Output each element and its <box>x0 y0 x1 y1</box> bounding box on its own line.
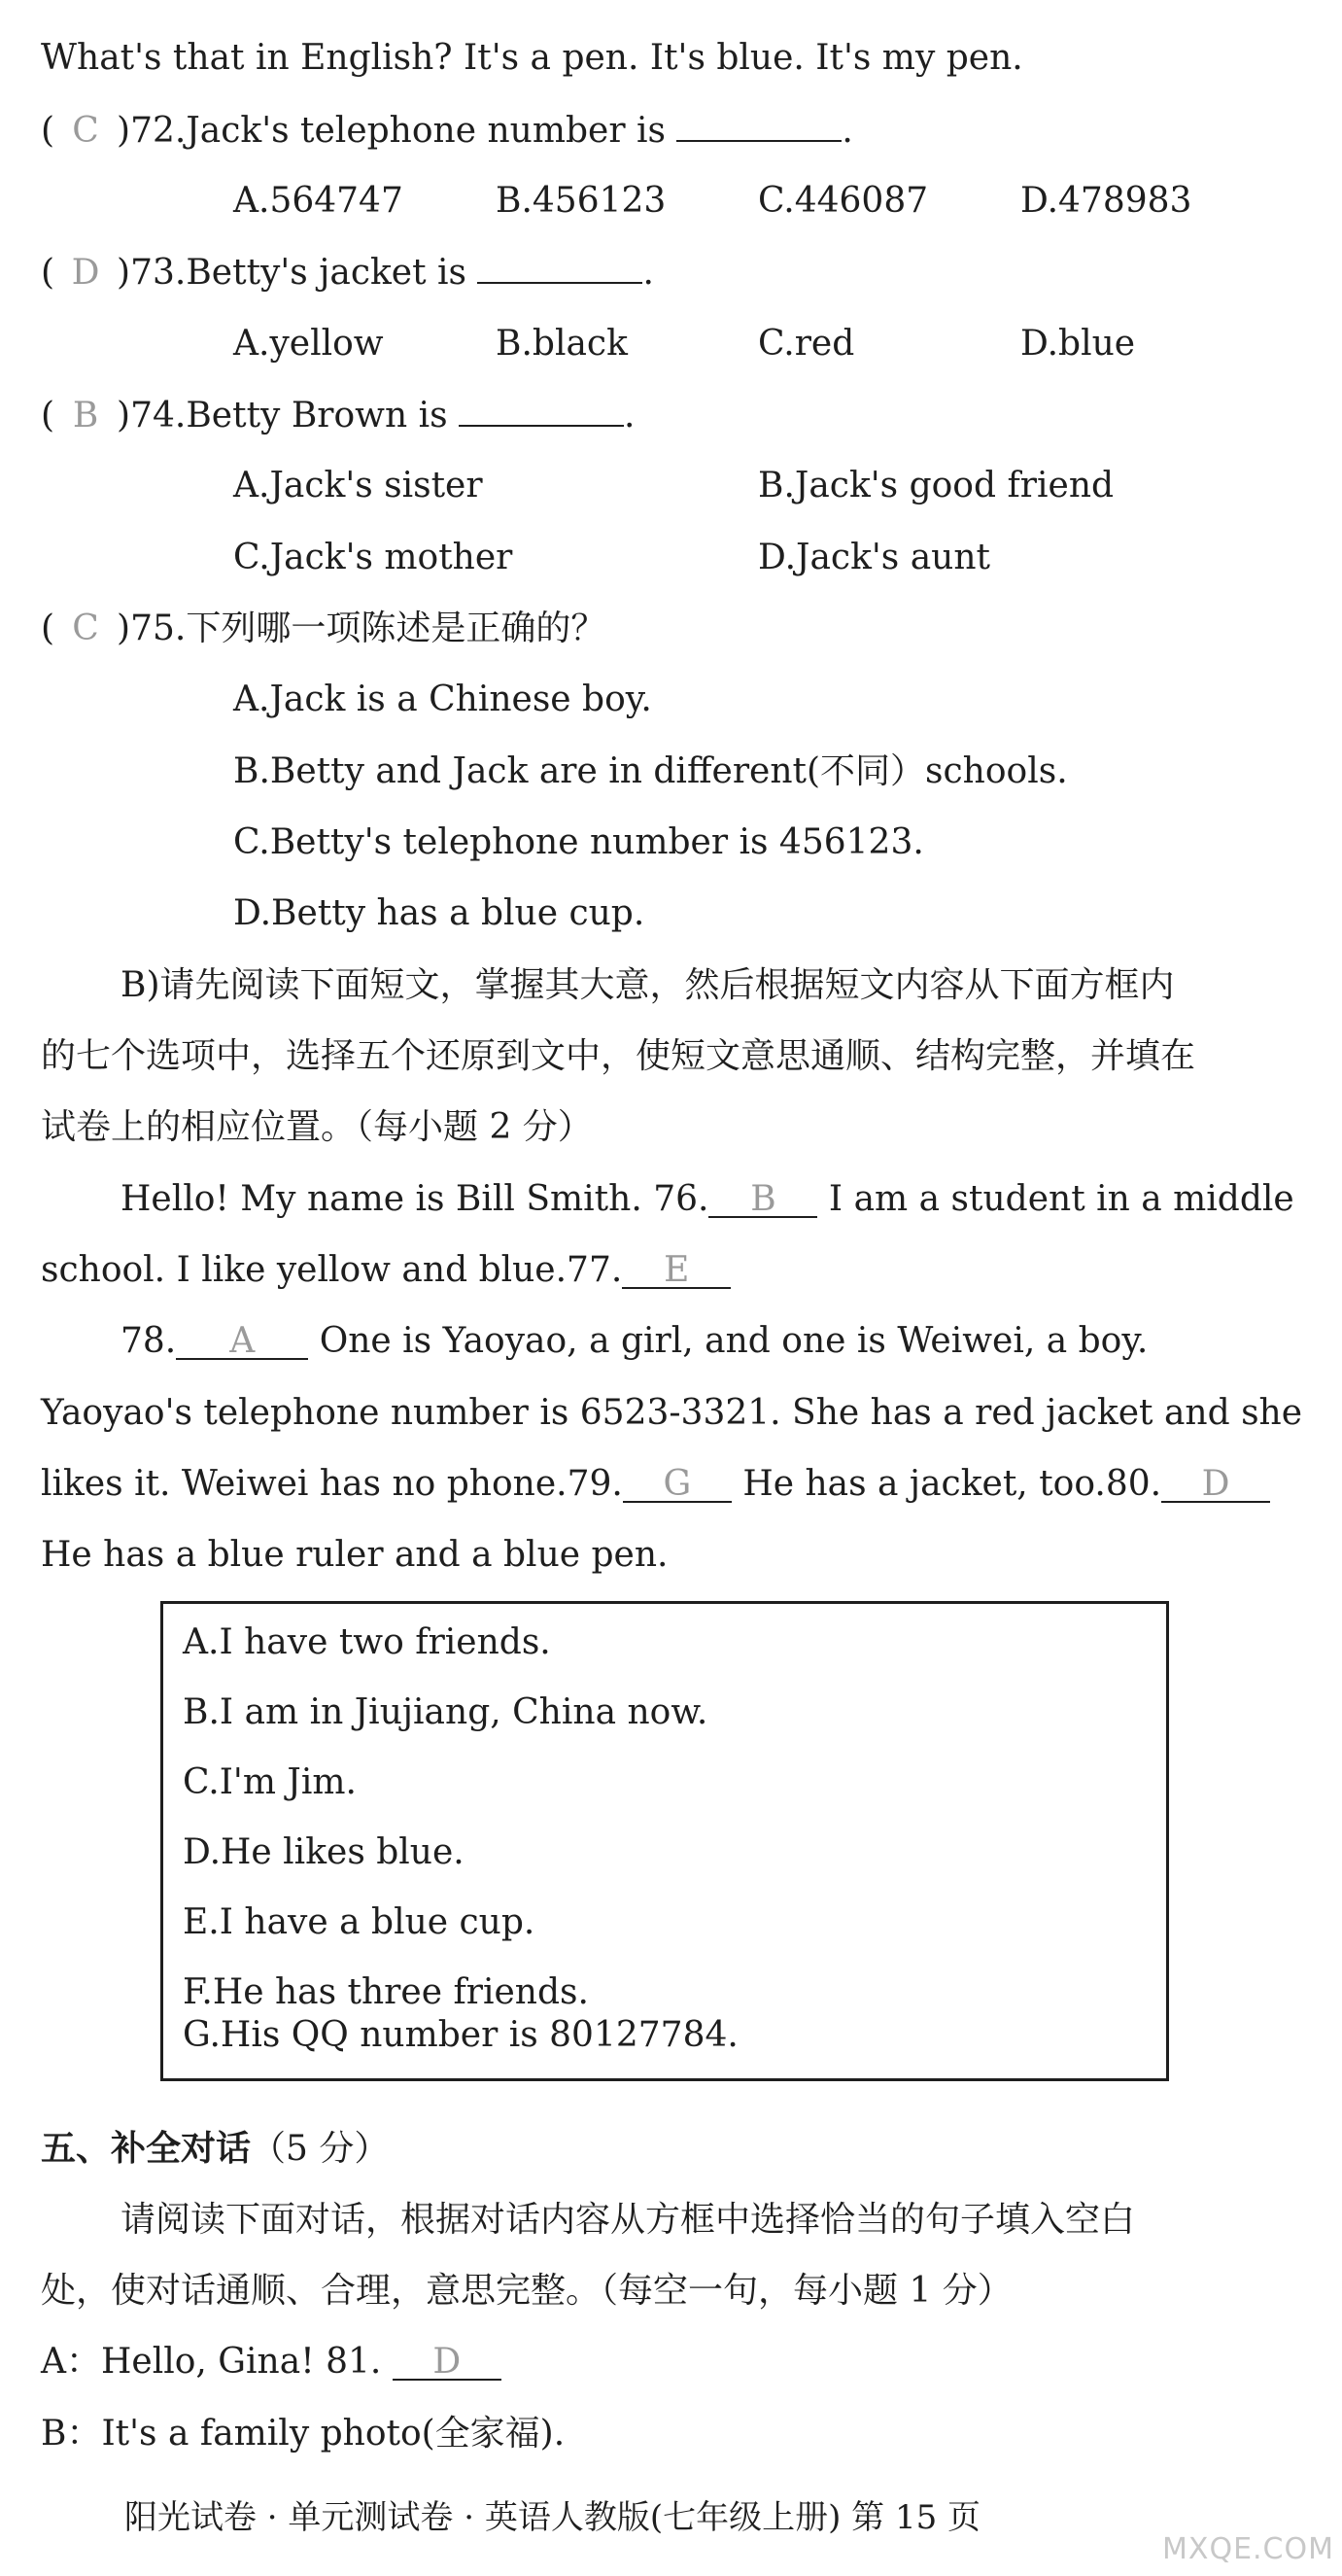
dialogue-a <box>41 2339 501 2385</box>
passage-text: One is Yaoyao, a girl, and one is Weiwei, a boy. <box>319 1321 1149 1361</box>
passage-line-3 <box>120 1318 1148 1365</box>
paren-open: ( <box>41 253 55 293</box>
question-72 <box>41 107 853 155</box>
box-option-c: C.I'm Jim. <box>183 1762 357 1802</box>
section-b-line-3: 试卷上的相应位置。（每小题 2 分） <box>41 1107 593 1147</box>
watermark: MXQE.COM <box>1162 2532 1334 2566</box>
paren-close: ) <box>117 253 131 293</box>
passage-text: likes it. Weiwei has no phone.79. <box>41 1464 623 1504</box>
passage-line-1 <box>120 1176 1294 1223</box>
section-5-instruction-2: 处，使对话通顺、合理，意思完整。（每空一句，每小题 1 分） <box>41 2271 1013 2311</box>
stem-72: 72.Jack's telephone number is <box>130 111 666 151</box>
blank-80[interactable] <box>1161 1464 1270 1504</box>
question-73 <box>41 249 654 296</box>
answer-73: D <box>71 253 100 293</box>
question-75 <box>41 606 605 652</box>
box-option-g: G.His QQ number is 80127784. <box>183 2015 739 2055</box>
box-option-b: B.I am in Jiujiang, China now. <box>183 1692 708 1732</box>
paren-open: ( <box>41 111 55 151</box>
option-73-b: B.black <box>496 324 628 364</box>
section-5-instruction-1: 请阅读下面对话，根据对话内容从方框中选择恰当的句子填入空白 <box>120 2200 1136 2240</box>
end-72: . <box>842 111 853 151</box>
answer-79: G <box>663 1464 692 1504</box>
intro-line: What's that in English? It's a pen. It's blue. It's my pen. <box>41 38 1023 78</box>
blank-76[interactable] <box>708 1179 817 1219</box>
paren-open: ( <box>41 609 55 648</box>
answer-78: A <box>229 1321 256 1361</box>
page-footer: 阳光试卷 · 单元测试卷 · 英语人教版(七年级上册) 第 15 页 <box>124 2498 981 2537</box>
paren-open: ( <box>41 396 55 435</box>
passage-text: school. I like yellow and blue.77. <box>41 1250 623 1290</box>
stem-75: 75.下列哪一项陈述是正确的？ <box>130 609 606 648</box>
option-72-c: C.446087 <box>758 181 929 221</box>
blank-72[interactable] <box>676 107 842 142</box>
blank-74[interactable] <box>459 392 624 427</box>
answer-75: C <box>72 609 99 648</box>
option-74-c: C.Jack's mother <box>233 538 513 577</box>
option-75-c: C.Betty's telephone number is 456123. <box>233 822 924 862</box>
blank-78[interactable] <box>176 1321 308 1361</box>
section-b-line-2: 的七个选项中，选择五个还原到文中，使短文意思通顺、结构完整，并填在 <box>41 1036 1196 1076</box>
paren-close: ) <box>117 111 131 151</box>
option-74-b: B.Jack's good friend <box>758 466 1115 505</box>
blank-79[interactable] <box>623 1464 732 1504</box>
passage-text: 78. <box>120 1321 177 1361</box>
answer-74: B <box>72 396 99 435</box>
passage-line-4: Yaoyao's telephone number is 6523-3321. She has a red jacket and she <box>41 1393 1303 1433</box>
blank-81[interactable] <box>393 2342 501 2382</box>
box-option-e: E.I have a blue cup. <box>183 1902 535 1942</box>
passage-text: He has a jacket, too.80. <box>742 1464 1162 1504</box>
options-box <box>160 1601 1169 2081</box>
section-5-score: （5 分） <box>251 2129 390 2169</box>
box-option-d: D.He likes blue. <box>183 1832 465 1872</box>
option-72-d: D.478983 <box>1020 181 1192 221</box>
stem-74: 74.Betty Brown is <box>130 396 448 435</box>
box-option-f: F.He has three friends. <box>183 1972 589 2012</box>
option-74-a: A.Jack's sister <box>233 466 483 505</box>
section-b-line-1: B)请先阅读下面短文，掌握其大意，然后根据短文内容从下面方框内 <box>120 965 1175 1005</box>
option-73-d: D.blue <box>1020 324 1136 364</box>
passage-text: Hello! My name is Bill Smith. 76. <box>120 1179 709 1219</box>
end-73: . <box>642 253 654 293</box>
passage-line-5 <box>41 1461 1270 1508</box>
stem-73: 73.Betty's jacket is <box>130 253 466 293</box>
option-75-a: A.Jack is a Chinese boy. <box>233 679 652 719</box>
blank-73[interactable] <box>477 249 642 284</box>
section-5-title: 五、补全对话 <box>41 2128 252 2169</box>
dialogue-text: A：Hello, Gina! 81. <box>41 2342 382 2382</box>
passage-line-6: He has a blue ruler and a blue pen. <box>41 1535 669 1575</box>
option-73-c: C.red <box>758 324 855 364</box>
answer-72: C <box>72 111 99 151</box>
dialogue-b: B：It's a family photo(全家福). <box>41 2414 566 2454</box>
paren-close: ) <box>117 396 131 435</box>
blank-77[interactable] <box>622 1250 731 1290</box>
option-74-d: D.Jack's aunt <box>758 538 991 577</box>
box-option-a: A.I have two friends. <box>183 1622 551 1662</box>
question-74 <box>41 392 636 439</box>
end-74: . <box>624 396 636 435</box>
passage-text: I am a student in a middle <box>828 1179 1294 1219</box>
option-75-d: D.Betty has a blue cup. <box>233 893 645 933</box>
option-73-a: A.yellow <box>233 324 384 364</box>
option-72-a: A.564747 <box>233 181 403 221</box>
paren-close: ) <box>117 609 131 648</box>
answer-80: D <box>1201 1464 1230 1504</box>
answer-77: E <box>664 1250 690 1290</box>
section-5-heading <box>41 2125 389 2173</box>
answer-76: B <box>750 1179 776 1219</box>
answer-81: D <box>432 2342 462 2382</box>
option-72-b: B.456123 <box>496 181 667 221</box>
passage-line-2 <box>41 1247 731 1294</box>
option-75-b: B.Betty and Jack are in different(不同）schools. <box>233 751 1068 791</box>
